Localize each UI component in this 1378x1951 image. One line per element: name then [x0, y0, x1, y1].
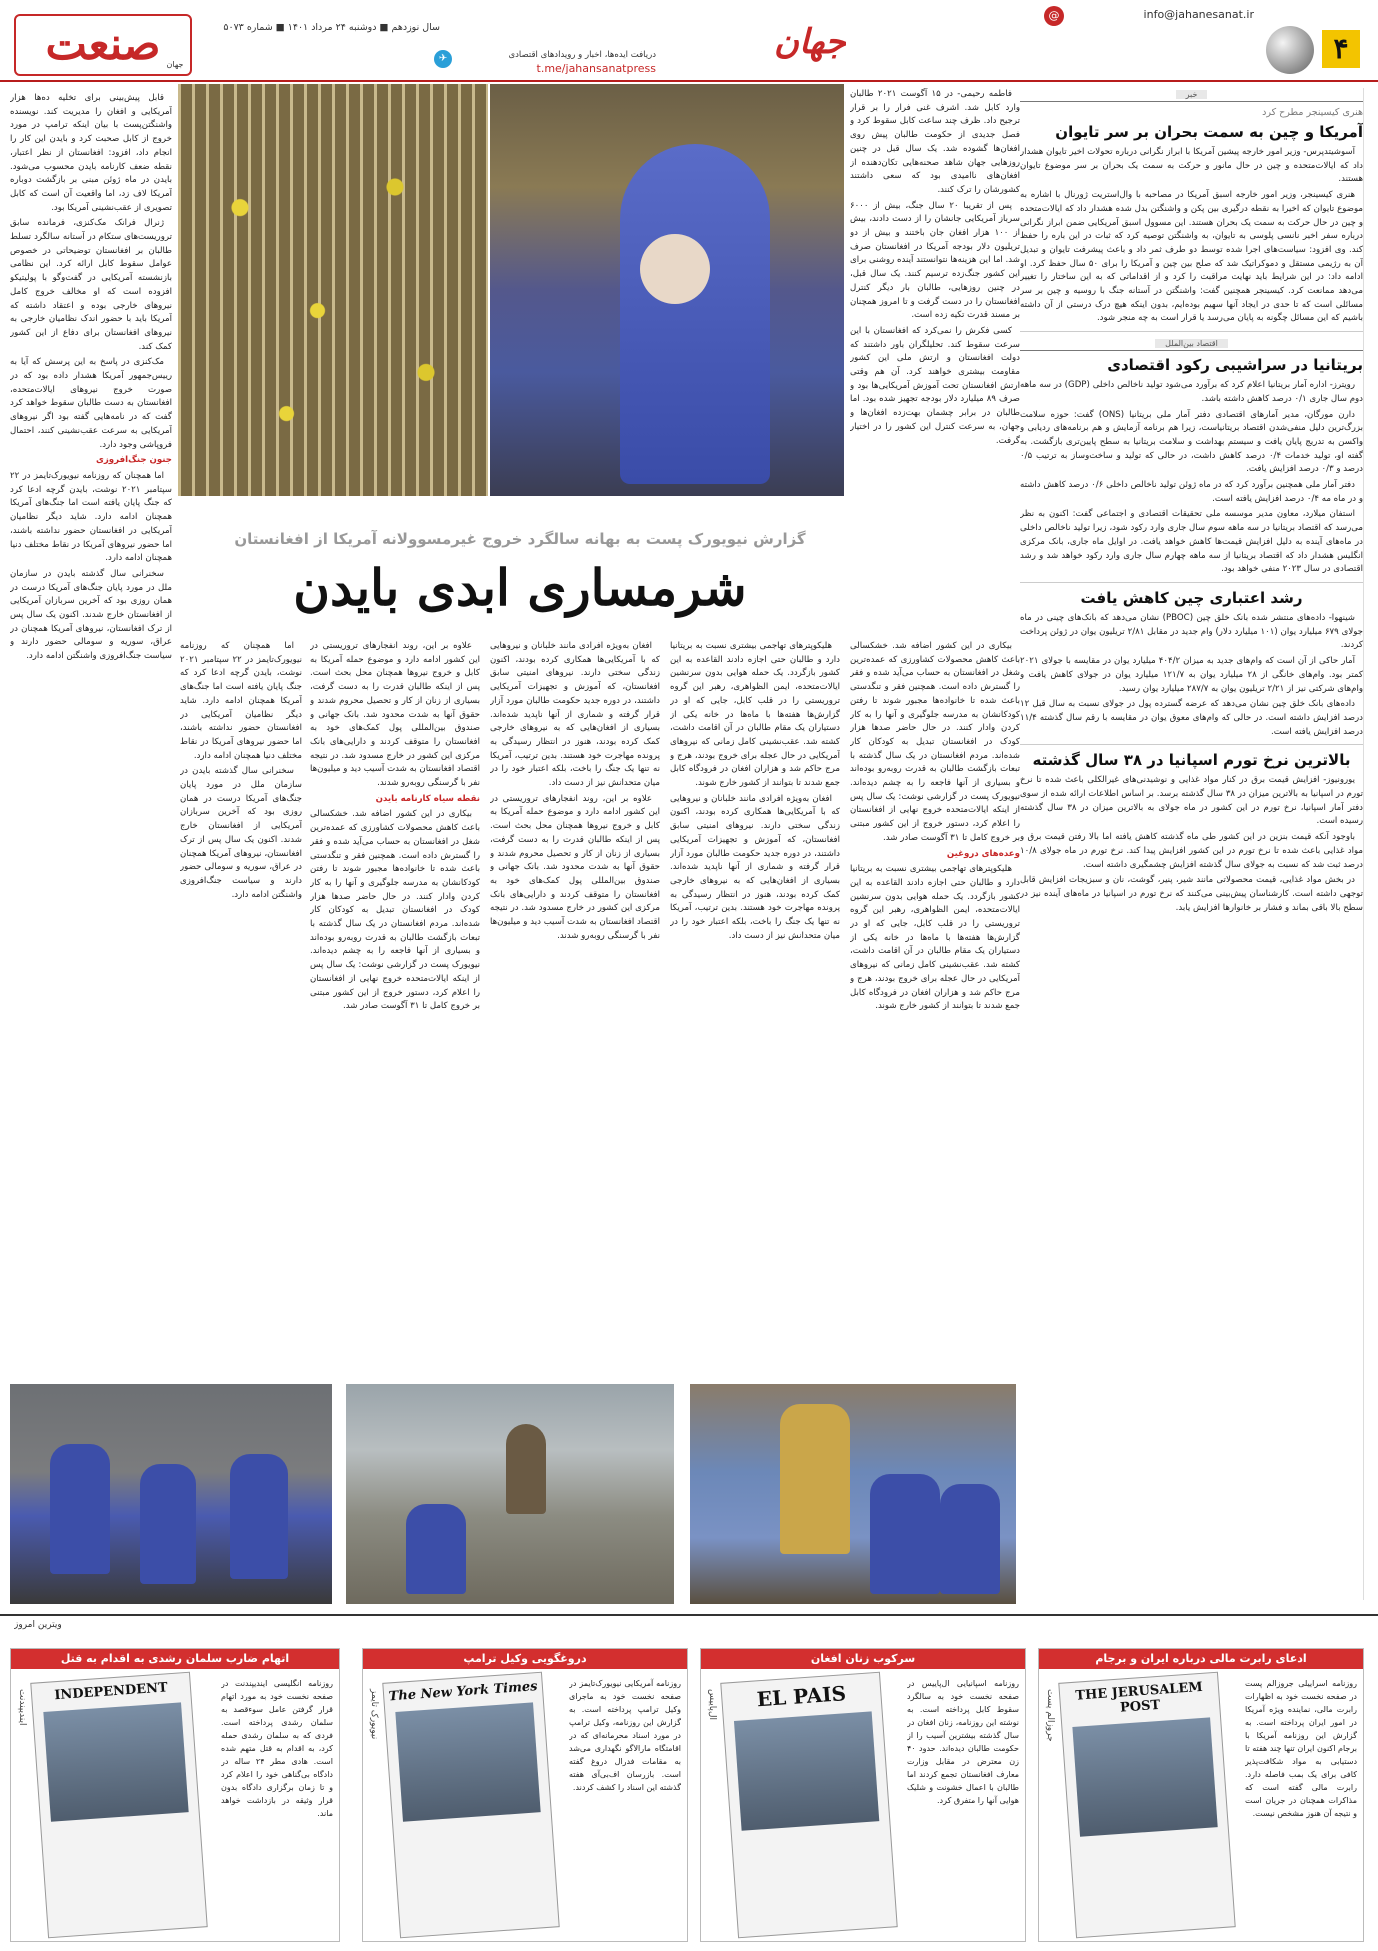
divider — [1020, 582, 1363, 583]
main-story-paragraph: هلیکوپترهای تهاجمی بیشتری نسبت به بریتانیا دارد و طالبان حتی اجازه دادند القاعده به این کشور بازگردد. یک حمله هوایی بدون سرنشین ایالات‌متحده، ایمن الظواهری، رهبر این گروه تروریستی را در قلب کابل، جایی که او در گزارش‌ها هفته‌ها با ماه‌ها در خانه یکی از دستیاران یک مقام طالبان در آن اقامت داشت، کشته شد. عقب‌نشینی کامل زمانی که نیروهای آمریکایی در حال عجله برای خروج بودند، هرج و مرج حاکم شد و هزاران افغان در فرودگاه کابل جمع شدند تا بتوانند از کشور خارج شوند. — [850, 864, 1020, 1012]
main-story-paragraph: علاوه بر این، روند انفجارهای تروریستی در این کشور ادامه دارد و موضوع حمله آمریکا به کابل و خروج نیروها همچنان محل بحث است. پس از اینکه طالبان قدرت را به دست گرفت، بسیاری از زنان از کار و تحصیل محروم شدند و حقوق آنها به شدت محدود شد. بانک جهانی و صندوق بین‌المللی پول کمک‌های خود به افغانستان را متوقف کردند و دارایی‌های بانک مرکزی این کشور در خارج مسدود شد. در نتیجه اقتصاد افغانستان به شدت آسیب دید و میلیون‌ها نفر با گرسنگی روبه‌رو شدند. — [490, 793, 660, 941]
telegram-icon: ✈ — [434, 50, 452, 68]
story1-paragraph: آسوشیتدپرس- وزیر امور خارجه پیشین آمریکا با ابراز نگرانی درباره تحولات اخیر تایوان هشدار داد که ایالات‌متحده و چین در حال مانور و حرکت به سمت یک بحران بر سر موضوع تایوان هستند. — [1020, 147, 1363, 185]
main-story-paragraph: سخنرانی سال گذشته بایدن در سازمان ملل در مورد پایان جنگ‌های آمریکا درست در همان روزی بود که آخرین سربازان آمریکایی از افغانستان خارج شدند. اکنون یک سال پس از ترک افغانستان، نیروهای آمریکا همچنان در عراق، سوریه و سومالی حضور دارند و سیاست جنگ‌افروزی واشنگتن ادامه دارد. — [180, 766, 302, 900]
main-story-column-1 — [850, 640, 1020, 1376]
card-side-label: نیویورک تایمز — [369, 1689, 379, 1740]
newspaper-card-independent[interactable] — [10, 1648, 340, 1942]
story2-body — [1020, 379, 1363, 577]
tag-economy-label: اقتصاد بین‌الملل — [1155, 339, 1228, 348]
contact-email[interactable]: info@jahanesanat.ir — [1143, 8, 1254, 21]
main-story-column-5 — [180, 640, 302, 1376]
right-news-column — [1020, 88, 1364, 1600]
story1-kicker: هنری کیسینجر مطرح کرد — [1262, 107, 1363, 118]
main-story-paragraph: ژنرال فرانک مک‌کنزی، فرمانده سابق تروریست‌های ستکام در آستانه سالگرد تسلط طالبان بر افغانستان توضیحاتی در خصوص عوامل سقوط کابل ارائه کرد. این نظامی بازنشسته آمریکایی در گفت‌وگو با پولیتیکو افزوده است که او مخالف خروج کامل نیروهای خارجی بوده و اعتقاد داشته که آمریکا باید با حضور اندک نظامیان خارجی به نیروهای افغانستان برای دفاع از این کشور کمک کند. — [10, 218, 172, 352]
story4-paragraph: در بخش مواد غذایی، قیمت محصولاتی مانند شیر، پنیر، گوشت، نان و سبزیجات افزایش قابل توجهی داشته است. کارشناسان پیش‌بینی می‌کنند که نرخ تورم در اسپانیا در ماه‌های آینده نیز در سطح بالا باقی بماند و فشار بر خانوارها افزایش یابد. — [1020, 875, 1363, 913]
story2-paragraph: دفتر آمار ملی همچنین برآورد کرد که در ماه ژوئن تولید ناخالص داخلی ۰/۶ درصد کاهش داشته و در ماه مه ۰/۴ درصد افزایش یافته است. — [1020, 480, 1363, 504]
main-story-paragraph: بیکاری در این کشور اضافه شد. خشکسالی باعث کاهش محصولات کشاورزی که عمده‌ترین شغل در افغانستان به حساب می‌آید شده و فقر را گسترش داده است. همچنین فقر و تنگدستی باعث شده تا خانواده‌ها مجبور شوند تا رفتن کودکانشان به مدرسه جلوگیری و آنها را به کار کردن وادار کنند. در حال حاضر صدها هزار کودک در افغانستان تبدیل به کودکان کار شده‌اند. مردم افغانستان در یک سال گذشته با تبعات بازگشت طالبان به قدرت روبه‌رو بوده‌اند و بسیاری از آنها فاجعه را به چشم دیده‌اند. نیویورک پست در گزارشی نوشت: یک سال پس از اینکه ایالات‌متحده خروج نهایی از افغانستان را اعلام کرد، دستور خروج از این کشور مبتنی بر خروج کامل تا ۳۱ آگوست صادر شد. — [850, 641, 1020, 843]
newspaper-card-new-york-times[interactable] — [362, 1648, 688, 1942]
main-headline: شرمساری ابدی بایدن — [293, 558, 747, 617]
story3-paragraph: آمار حاکی از آن است که وام‌های جدید به میزان ۴۰۴/۲ میلیارد یوان در مقایسه با جولای ۲۰۲۱ کمتر بود. وام‌های خانگی از ۲۸ میلیارد یوان به ۱۲۱/۷ میلیارد یوان در جولای کاهش یافت و وام‌های شرکتی نیز از ۲/۲۱ تریلیون یوان به ۲۸۷/۷ میلیارد یوان رسید. — [1020, 656, 1363, 694]
main-story-paragraph: افغان به‌ویژه افرادی مانند خلبانان و نیروهایی که با آمریکایی‌ها همکاری کرده بودند، اکنون زندگی سختی دارند. نیروهای امنیتی سابق افغانستان، که آموزش و تجهیزات آمریکایی داشتند، در دوره جدید حکومت طالبان مورد آزار قرار گرفته و شماری از آنها ناپدید شده‌اند. بسیاری از افغان‌هایی که به نیروهای خارجی کمک کرده بودند، هنوز در انتظار رسیدگی به پرونده مهاجرت خود هستند. بدین ترتیب، آمریکا نه تنها یک جنگ را باخت، بلکه اعتبار خود را در میان متحدانش نیز از دست داد. — [670, 793, 840, 941]
story1-body — [1020, 146, 1363, 326]
main-story-paragraph: پس از تقریبا ۲۰ سال جنگ، بیش از ۶۰۰۰ سرباز آمریکایی جانشان را از دست دادند، بیش از ۱۰۰ هزار افغان جان باختند و بیش از دو تریلیون دلار بودجه آمریکا در افغانستان صرف شد. اما این هزینه‌ها نتوانستند آینده روشنی برای این کشور جنگ‌زده ترسیم کنند. یک سال قبل، در چنین روزهایی، طالبان بار دیگر کنترل افغانستان را در دست گرفت و تا امروز همچنان بر مسند قدرت تکیه زده است. — [850, 200, 1020, 321]
divider — [1020, 331, 1363, 332]
story3-headline: رشد اعتباری چین کاهش یافت — [1080, 588, 1303, 607]
newspaper-thumbnail — [1058, 1672, 1235, 1939]
card-text: روزنامه اسراییلی جروزالم پست در صفحه نخست خود به اظهارات رابرت مالی، نماینده ویژه آمریکا در امور ایران پرداخته است. به گزارش این روزنامه آمریکا با برجام اکنون ایران تنها چند هفته تا دستیابی به مواد شکافت‌پذیر کافی برای یک بمب فاصله دارد. رابرت مالی گفته است که مذاکرات همچنان در جریان است و نتیجه آن هنوز مشخص نیست. — [1245, 1679, 1357, 1818]
main-story-left-column — [10, 92, 172, 1376]
newspaper-photo — [395, 1702, 540, 1821]
main-story-column-2 — [670, 640, 840, 1376]
burqa-figure — [50, 1444, 110, 1574]
newspaper-card-el-pais[interactable] — [700, 1648, 1026, 1942]
card-side-label: ال‌پاییس — [707, 1689, 717, 1720]
issue-line: سال نوزدهم ■ دوشنبه ۲۴ مرداد ۱۴۰۱ ■ شماره ۵۰۷۳ — [223, 22, 440, 33]
story4-headline: بالاترین نرخ تورم اسپانیا در ۳۸ سال گذشته — [1032, 751, 1351, 770]
newspaper-masthead: INDEPENDENT — [53, 1680, 169, 1704]
card-title: اتهام ضارب سلمان رشدی به اقدام به قتل — [11, 1649, 339, 1669]
main-story-paragraph: سخنرانی سال گذشته بایدن در سازمان ملل در مورد پایان جنگ‌های آمریکا درست در همان روزی بود که آخرین سربازان آمریکایی از افغانستان خارج شدند. اکنون یک سال پس از ترک افغانستان، نیروهای آمریکا همچنان در عراق، سوریه و سومالی حضور دارند و سیاست جنگ‌افروزی واشنگتن ادامه دارد. — [10, 568, 172, 662]
card-title: دروغگویی وکیل ترامپ — [363, 1649, 687, 1669]
tag-news-label: خبر — [1176, 90, 1208, 99]
main-story-paragraph: اما همچنان که روزنامه نیویورک‌تایمز در ۲۲ سپتامبر ۲۰۲۱ نوشت، بایدن گرچه ادعا کرد که جنگ پایان یافته است اما جنگ‌های آمریکا همچنان ادامه دارد. شاید دیگر نظامیان آمریکایی در افغانستان حضور نداشته باشند، اما حضور نیروهای آمریکا در نقاط مختلف دنیا همچنان ادامه دارد. — [180, 641, 302, 761]
photo-kabul-street — [346, 1384, 674, 1604]
card-text: روزنامه اسپانیایی ال‌پاییس در صفحه نخست خود به سالگرد سقوط کابل پرداخته است. به نوشته این روزنامه، زنان افغان در سال گذشته بیشترین آسیب را از حکومت طالبان دیده‌اند. حدود ۴۰ زن معترض در مقابل وزارت معارف افغانستان تجمع کردند اما طالبان با اعمال خشونت و شلیک هوایی آنها را متفرق کرد. — [907, 1679, 1019, 1805]
cyclist-figure — [506, 1424, 546, 1514]
story1-headline: آمریکا و چین به سمت بحران بر سر تایوان — [1055, 123, 1363, 141]
card-title: سرکوب زنان افغان — [701, 1649, 1025, 1669]
main-subheadline: گزارش نیویورک پست به بهانه سالگرد خروج غیرمسوولانه آمریکا از افغانستان — [234, 530, 806, 548]
tag-news — [1020, 88, 1363, 102]
main-story-paragraph: فاطمه رحیمی- در ۱۵ آگوست ۲۰۲۱ طالبان وارد کابل شد. اشرف غنی فرار را بر قرار ترجیح داد. ظرف چند ساعت کابل سقوط کرد و فصل جدیدی از حکومت طالبان پیش روی افغان‌ها گشوده شد. یک سال قبل در چنین روزهایی جهان شاهد صحنه‌هایی تکان‌دهنده از افغان‌های ناامیدی بود که سعی داشتند کشورشان را ترک کنند. — [850, 89, 1020, 195]
globe-icon — [1266, 26, 1314, 74]
card-title: ادعای رابرت مالی درباره ایران و برجام — [1039, 1649, 1363, 1669]
showcase-label: ویترین امروز — [14, 1620, 62, 1630]
main-story-paragraph: هلیکوپترهای تهاجمی بیشتری نسبت به بریتانیا دارد و طالبان حتی اجازه دادند القاعده به این کشور بازگردد. یک حمله هوایی بدون سرنشین ایالات‌متحده، ایمن الظواهری، رهبر این گروه تروریستی را در قلب کابل، جایی که او در گزارش‌ها هفته‌ها با ماه‌ها در خانه یکی از دستیاران یک مقام طالبان در آن اقامت داشت، کشته شد. عقب‌نشینی کامل زمانی که نیروهای آمریکایی در حال عجله برای خروج بودند، هرج و مرج حاکم شد و هزاران افغان در فرودگاه کابل جمع شدند تا بتوانند از کشور خارج شوند. — [670, 641, 840, 789]
newspaper-masthead: EL PAIS — [756, 1681, 847, 1712]
newspaper-masthead: The New York Times — [388, 1679, 538, 1705]
burqa-figure — [620, 144, 770, 484]
divider — [1020, 744, 1363, 745]
main-story-subhead: وعده‌های دروغین — [946, 848, 1020, 859]
main-story-subhead: نقطه سیاه کارنامه بایدن — [375, 793, 480, 804]
main-story-column-3 — [490, 640, 660, 1376]
burqa-figure — [940, 1484, 1000, 1594]
main-story-paragraph: افغان به‌ویژه افرادی مانند خلبانان و نیروهایی که با آمریکایی‌ها همکاری کرده بودند، اکنون زندگی سختی دارند. نیروهای امنیتی سابق افغانستان، که آموزش و تجهیزات آمریکایی داشتند، در دوره جدید حکومت طالبان مورد آزار قرار گرفته و شماری از آنها ناپدید شده‌اند. بسیاری از افغان‌هایی که به نیروهای خارجی کمک کرده بودند، هنوز در انتظار رسیدگی به پرونده مهاجرت خود هستند. بدین ترتیب، آمریکا نه تنها یک جنگ را باخت، بلکه اعتبار خود را در میان متحدانش نیز از دست داد. — [490, 641, 660, 789]
story2-paragraph: دارن مورگان، مدیر آمارهای اقتصادی دفتر آمار ملی بریتانیا (ONS) گفت: حوزه سلامت بزرگ‌ترین دلیل منفی‌شدن اقتصاد بریتانیاست، زیرا هم برنامه آزمایش و هم برنامه‌های ردیابی و واکسن به تدریج پایان یافت و سیستم بهداشت و سلامت بریتانیا به سطح پایین‌تری بازگشت. به گفته او، تولید خدمات ۰/۴ درصد کاهش داشت، در حالی که تولید و ساخت‌وساز به ترتیب ۰/۵ درصد و ۰/۳ درصد افزایش یافت. — [1020, 409, 1363, 475]
main-story-paragraph: علاوه بر این، روند انفجارهای تروریستی در این کشور ادامه دارد و موضوع حمله آمریکا به کابل و خروج نیروها همچنان محل بحث است. پس از اینکه طالبان قدرت را به دست گرفت، بسیاری از زنان از کار و تحصیل محروم شدند و حقوق آنها به شدت محدود شد. بانک جهانی و صندوق بین‌المللی پول کمک‌های خود به افغانستان را متوقف کردند و دارایی‌های بانک مرکزی این کشور در خارج مسدود شد. در نتیجه اقتصاد افغانستان به شدت آسیب دید و میلیون‌ها نفر با گرسنگی روبه‌رو شدند. — [310, 641, 480, 789]
card-text: روزنامه آمریکایی نیویورک‌تایمز در صفحه نخست خود به ماجرای وکیل ترامپ پرداخته است. به گزارش این روزنامه، وکیل ترامپ در مورد اسناد محرمانه‌ای که در اقامتگاه مارالاگو نگهداری می‌شد به مقامات فدرال دروغ گفته است. بازرسان اف‌بی‌آی هفته گذشته این اسناد را کشف کردند. — [569, 1679, 681, 1792]
newspaper-card-jerusalem-post[interactable] — [1038, 1648, 1364, 1942]
tag-economy — [1020, 337, 1363, 351]
telegram-link[interactable]: t.me/jahansanatpress — [536, 62, 656, 75]
burqa-figure — [870, 1474, 940, 1594]
main-story-paragraph: اما همچنان که روزنامه نیویورک‌تایمز در ۲۲ سپتامبر ۲۰۲۱ نوشت، بایدن گرچه ادعا کرد که جنگ پایان یافته است اما جنگ‌های آمریکا همچنان ادامه دارد. شاید دیگر نظامیان آمریکایی در افغانستان حضور نداشته باشند، اما حضور نیروهای آمریکا در نقاط مختلف دنیا همچنان ادامه دارد. — [10, 470, 172, 564]
card-side-label: جروزالم پست — [1045, 1689, 1055, 1742]
story2-paragraph: رویترز- اداره آمار بریتانیا اعلام کرد که برآورد می‌شود تولید ناخالص داخلی (GDP) در سه ماهه دوم سال جاری ۰/۱ درصد کاهش داشته باشد. — [1020, 380, 1363, 404]
story3-paragraph: داده‌های بانک خلق چین نشان می‌دهد که عرضه گسترده پول در جولای نسبت به سال قبل ۱۲ درصد افزایش داشته است. در حالی که وام‌های معوق یوان در مقایسه با رقم سال گذشته ۱۱/۴ درصد افزایش یافته است. — [1020, 699, 1363, 737]
story3-paragraph: شینهوا- داده‌های منتشر شده بانک خلق چین (PBOC) نشان می‌دهد که بانک‌های چینی در ماه جولای ۶۷۹ میلیارد یوان (۱۰۱ میلیارد دلار) وام جدید در مقابل ۲/۸۱ تریلیون یوان در ژوئن پرداخت کردند. — [1020, 612, 1363, 651]
main-story-paragraph: قابل پیش‌بینی برای تخلیه ده‌ها هزار آمریکایی و افغان را مدیریت کند. نویسنده واشنگتن‌پست با بیان اینکه ترامپ در مورد خروج از کابل صحبت کرد و بایدن این کار را انجام داد، افزود: افغانستان از نظر اعتبار، نقطه ضعف کارنامه بایدن محسوب می‌شود. بایدن در ماه ژوئن مبنی بر بازگشت دوباره آمریکا لاف زد، اما واقعیت آن است که کابل تصویری از عقب‌نشینی آمریکا بود. — [10, 93, 172, 213]
main-story-paragraph: مک‌کنزی در پاسخ به این پرسش که آیا به رییس‌جمهور آمریکا هشدار داده بود که در صورت خروج نیروهای ایالات‌متحده، افغانستان به دست طالبان سقوط خواهد کرد گفت که در نامه‌هایی گفته بود اگر نیروهای آمریکایی به سرعت عقب‌نشینی کنند، احتمال فروپاشی وجود دارد. — [10, 357, 172, 450]
burqa-figure — [230, 1454, 288, 1579]
story1-paragraph: هنری کیسینجر، وزیر امور خارجه اسبق آمریکا در مصاحبه با وال‌استریت ژورنال با اشاره به موضوع تایوان که اخیرا به نقطه درگیری بین پکن و واشنگتن بدل شده هشدار داد که ایالات‌متحده و چین در حال حرکت به سمت یک بحران هستند. این مسوول اسبق آمریکایی ضمن ابراز نگرانی درباره سفر اخیر نانسی پلوسی به تایوان، به واشنگتن توصیه کرد که ثبات در این باره را حفظ کند. وی افزود: سیاست‌های اجرا شده توسط دو طرف ثمر داد و باعث پیشرفت تایوان و تبدیل آن به رژیمی مستقل و دموکراتیک شد که صلح بین چین و آمریکا را برای ۵۰ سال حفظ کرد. او ادامه داد: در این شرایط باید نهایت مراقبت را کرد و از اقداماتی که به این ساختار را تغییر می‌دهد ممانعت کرد. کیسینجر همچنین گفت: واشنگتن در آستانه جنگ با روسیه و چین بر سر مسائلی است که تا حدی در ایجاد آنها سهیم بوده‌ایم، بدون اینکه هیچ درک درستی از آن داشته باشیم که این مسائل چگونه به پایان می‌رسد یا قرار است به چه منجر شود. — [1020, 190, 1363, 324]
logo-subtitle: جهان — [166, 60, 184, 69]
story3-body — [1020, 612, 1363, 739]
canary-birds — [178, 84, 488, 496]
card-text: روزنامه انگلیسی ایندیپندنت در صفحه نخست خود به مورد اتهام قرار گرفتن عامل سوءقصد به سلمان رشدی پرداخته است. فردی که به سلمان رشدی حمله کرد، به اقدام به قتل متهم شده است. هادی مطر ۲۴ ساله در دادگاه بی‌گناهی خود را اعلام کرد و تا زمان برگزاری دادگاه بدون قرار وثیقه در بازداشت خواهد ماند. — [221, 1679, 333, 1818]
photo-bread-sellers — [10, 1384, 332, 1604]
burqa-figure — [140, 1464, 196, 1584]
main-story-intro-column — [850, 88, 1020, 518]
girl-figure — [780, 1404, 850, 1554]
newspaper-photo — [43, 1702, 188, 1821]
newspaper-logo: صنعت — [14, 14, 192, 76]
photo-girl-with-bowl — [690, 1384, 1016, 1604]
newspaper-thumbnail — [30, 1672, 207, 1939]
main-story-column-4 — [310, 640, 480, 1376]
main-photo-woman-burqa — [490, 84, 844, 496]
main-story-paragraph: کسی فکرش را نمی‌کرد که افغانستان با این سرعت سقوط کند. تحلیلگران باور داشتند که دولت افغانستان و ارتش ملی این کشور مقاومت بیشتری خواهند کرد. آن هم وقتی ارتش افغانستان تحت آموزش آمریکایی‌ها بود و صرف ۸۹ میلیارد دلار بودجه تجهیز شده بود. اما طالبان در برابر چشمان بهت‌زده افغان‌ها و جهان، به سرعت کنترل این کشور را در اختیار گرفت. — [850, 325, 1020, 446]
main-story-paragraph: بیکاری در این کشور اضافه شد. خشکسالی باعث کاهش محصولات کشاورزی که عمده‌ترین شغل در افغانستان به حساب می‌آید شده و فقر را گسترش داده است. همچنین فقر و تنگدستی باعث شده تا خانواده‌ها مجبور شوند تا رفتن کودکانشان به مدرسه جلوگیری و آنها را به کار کردن وادار کنند. در حال حاضر صدها هزار کودک در افغانستان تبدیل به کودکان کار شده‌اند. مردم افغانستان در یک سال گذشته با تبعات بازگشت طالبان به قدرت روبه‌رو بوده‌اند و بسیاری از آنها فاجعه را به چشم دیده‌اند. نیویورک پست در گزارشی نوشت: یک سال پس از اینکه ایالات‌متحده خروج نهایی از افغانستان را اعلام کرد، دستور خروج از این کشور مبتنی بر خروج کامل تا ۳۱ آگوست صادر شد. — [310, 809, 480, 1012]
story4-paragraph: باوجود آنکه قیمت بنزین در این کشور طی ماه گذشته کاهش یافته اما بالا رفتن قیمت برق و مواد غذایی باعث شده تا نرخ تورم در این کشور افزایش پیدا کند. نرخ تورم در ماه جولای ۱۰/۸ درصد ثبت شد که نسبت به جولای سال گذشته افزایش چشمگیری داشته است. — [1020, 832, 1363, 870]
story2-headline: بریتانیا در سراشیبی رکود اقتصادی — [1107, 356, 1363, 375]
burqa-figure — [406, 1504, 466, 1594]
newspaper-thumbnail — [720, 1672, 897, 1939]
story4-paragraph: یورونیوز- افزایش قیمت برق در کنار مواد غذایی و نوشیدنی‌های غیرالکلی باعث شده تا نرخ تورم در اسپانیا به بالاترین میزان در ۳۸ سال گذشته برسد. بر اساس اطلاعات ارائه شده از سوی دفتر آمار اسپانیا، نرخ تورم در این کشور در ماه جولای به بالاترین میزان در ۳۸ سال گذشته رسیده است. — [1020, 775, 1364, 827]
mail-icon: @ — [1044, 6, 1064, 26]
baby-figure — [640, 234, 710, 304]
card-side-label: ایندیپندنت — [17, 1689, 27, 1726]
page-number: ۴ — [1322, 30, 1360, 68]
main-photo-birdcages — [178, 84, 488, 496]
main-story-subhead: جنون جنگ‌افروزی — [95, 455, 172, 466]
section-title: جهان — [773, 22, 846, 62]
newspaper-photo — [734, 1711, 879, 1830]
story4-body — [1020, 774, 1363, 915]
newspaper-masthead: THE JERUSALEM POST — [1074, 1679, 1204, 1716]
story2-paragraph: استفان میلارد، معاون مدیر موسسه ملی تحقیقات اقتصادی و اجتماعی گفت: اکنون به نظر می‌رسد که اقتصاد بریتانیا در سه ماهه سوم سال جاری وارد رکود شود، زیرا تولید ناخالص داخلی در ماه‌های آینده به دلیل افزایش قیمت‌ها کاهش خواهد یافت. در اوایل ماه جاری، بانک مرکزی انگلیس هشدار داد که اقتصاد بریتانیا از سه ماهه چهارم سال جاری وارد رکود خواهد شد و رشد اقتصادی در سال ۲۰۲۳ منفی خواهد بود. — [1020, 509, 1363, 575]
newspaper-photo — [1072, 1717, 1217, 1836]
newspaper-thumbnail — [382, 1672, 559, 1939]
telegram-label: دریافت ایده‌ها، اخبار و رویدادهای اقتصادی — [508, 50, 656, 60]
